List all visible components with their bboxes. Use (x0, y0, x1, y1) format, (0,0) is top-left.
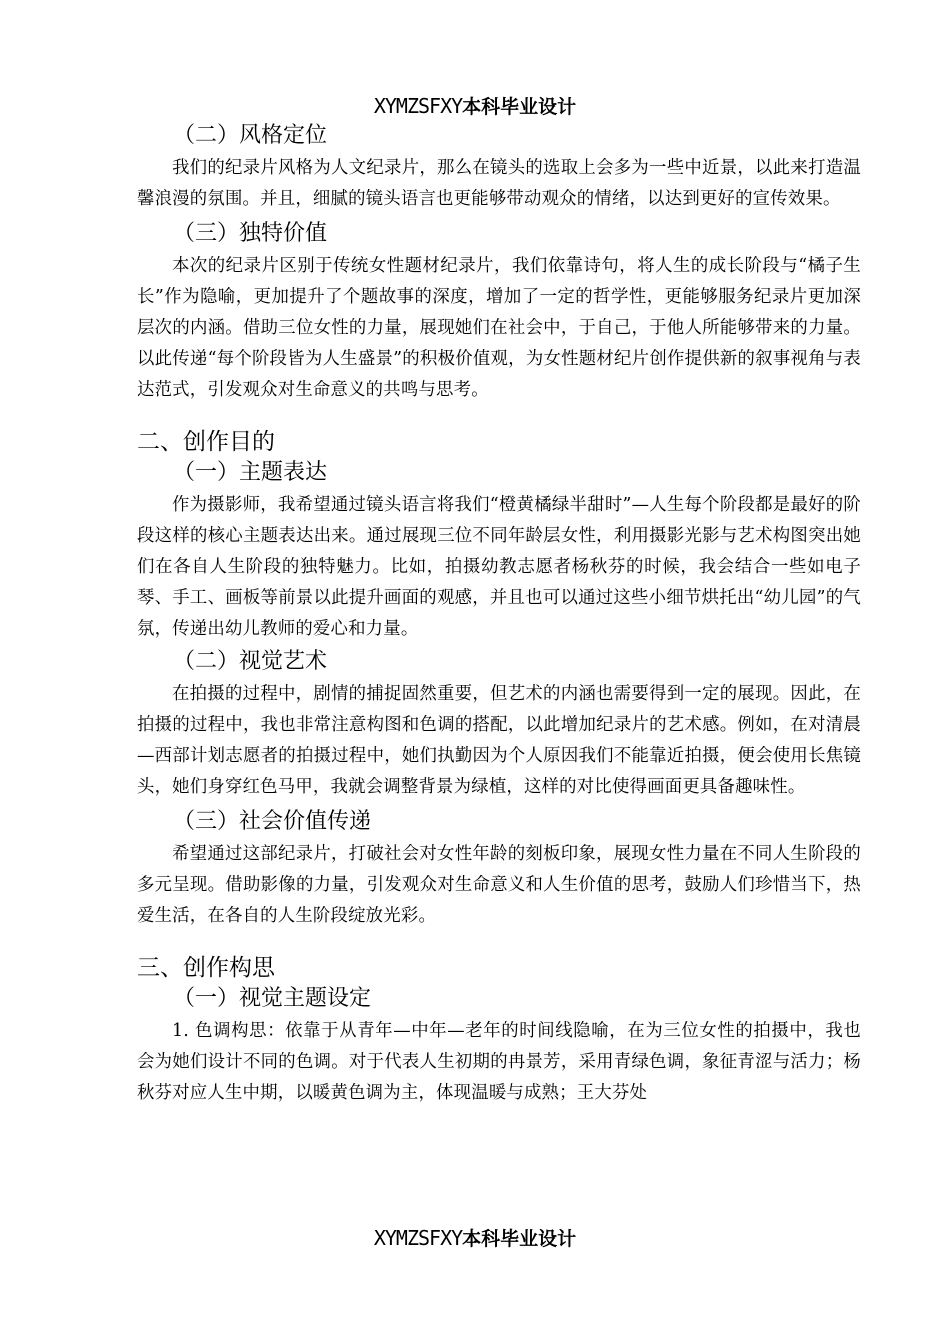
page-header (0, 92, 950, 119)
header-title: 本科毕业设计 (462, 96, 577, 118)
paragraph: 作为摄影师，我希望通过镜头语言将我们“橙黄橘绿半甜时”—人生每个阶段都是最好的阶段这样的核心主题表达出来。通过展现三位不同年龄层女性，利用摄影光影与艺术构图突出她们在各自人生阶段的独特魅力。比如，拍摄幼教志愿者杨秋芬的时候，我会结合一些如电子琴、手工、画板等前景以此提升画面的观感，并且也可以通过这些小细节烘托出“幼儿园”的气氛，传递出幼儿教师的爱心和力量。 (137, 495, 861, 639)
section-heading: （三）社会价值传递 (173, 809, 372, 834)
document-body (137, 119, 861, 1109)
section-heading: （一）视觉主题设定 (173, 986, 372, 1011)
footer-title: 本科毕业设计 (462, 1228, 577, 1250)
header-code: XYMZSFXY (373, 94, 463, 118)
section-heading: （二）风格定位 (173, 123, 328, 148)
paragraph: 1. 色调构思：依靠于从青年—中年—老年的时间线隐喻，在为三位女性的拍摄中，我也会为她们设计不同的色调。对于代表人生初期的冉景芳，采用青绿色调，象征青涩与活力；杨秋芬对应人生中期，以暖黄色调为主，体现温暖与成熟；王大芬处 (137, 1021, 861, 1103)
paragraph: 我们的纪录片风格为人文纪录片，那么在镜头的选取上会多为一些中近景，以此来打造温馨浪漫的氛围。并且，细腻的镜头语言也更能够带动观众的情绪，以达到更好的宣传效果。 (137, 158, 861, 209)
section-heading: （三）独特价值 (173, 221, 328, 246)
chapter-heading: 二、创作目的 (137, 429, 275, 455)
chapter-heading: 三、创作构思 (137, 955, 275, 981)
paragraph: 在拍摄的过程中，剧情的捕捉固然重要，但艺术的内涵也需要得到一定的展现。因此，在拍摄的过程中，我也非常注意构图和色调的搭配，以此增加纪录片的艺术感。例如，在对清晨—西部计划志愿者的拍摄过程中，她们执勤因为个人原因我们不能靠近拍摄，便会使用长焦镜头，她们身穿红色马甲，我就会调整背景为绿植，这样的对比使得画面更具备趣味性。 (137, 684, 861, 797)
paragraph: 希望通过这部纪录片，打破社会对女性年龄的刻板印象，展现女性力量在不同人生阶段的多元呈现。借助影像的力量，引发观众对生命意义和人生价值的思考，鼓励人们珍惜当下，热爱生活，在各自的人生阶段绽放光彩。 (137, 844, 861, 926)
page-footer (0, 1224, 950, 1251)
section-heading: （一）主题表达 (173, 460, 328, 485)
footer-code: XYMZSFXY (373, 1226, 463, 1250)
paragraph: 本次的纪录片区别于传统女性题材纪录片，我们依靠诗句，将人生的成长阶段与“橘子生长”作为隐喻，更加提升了个题故事的深度，增加了一定的哲学性，更能够服务纪录片更加深层次的内涵。借助三位女性的力量，展现她们在社会中，于自己，于他人所能够带来的力量。以此传递“每个阶段皆为人生盛景”的积极价值观，为女性题材纪片创作提供新的叙事视角与表达范式，引发观众对生命意义的共鸣与思考。 (137, 256, 861, 400)
section-heading: （二）视觉艺术 (173, 649, 328, 674)
